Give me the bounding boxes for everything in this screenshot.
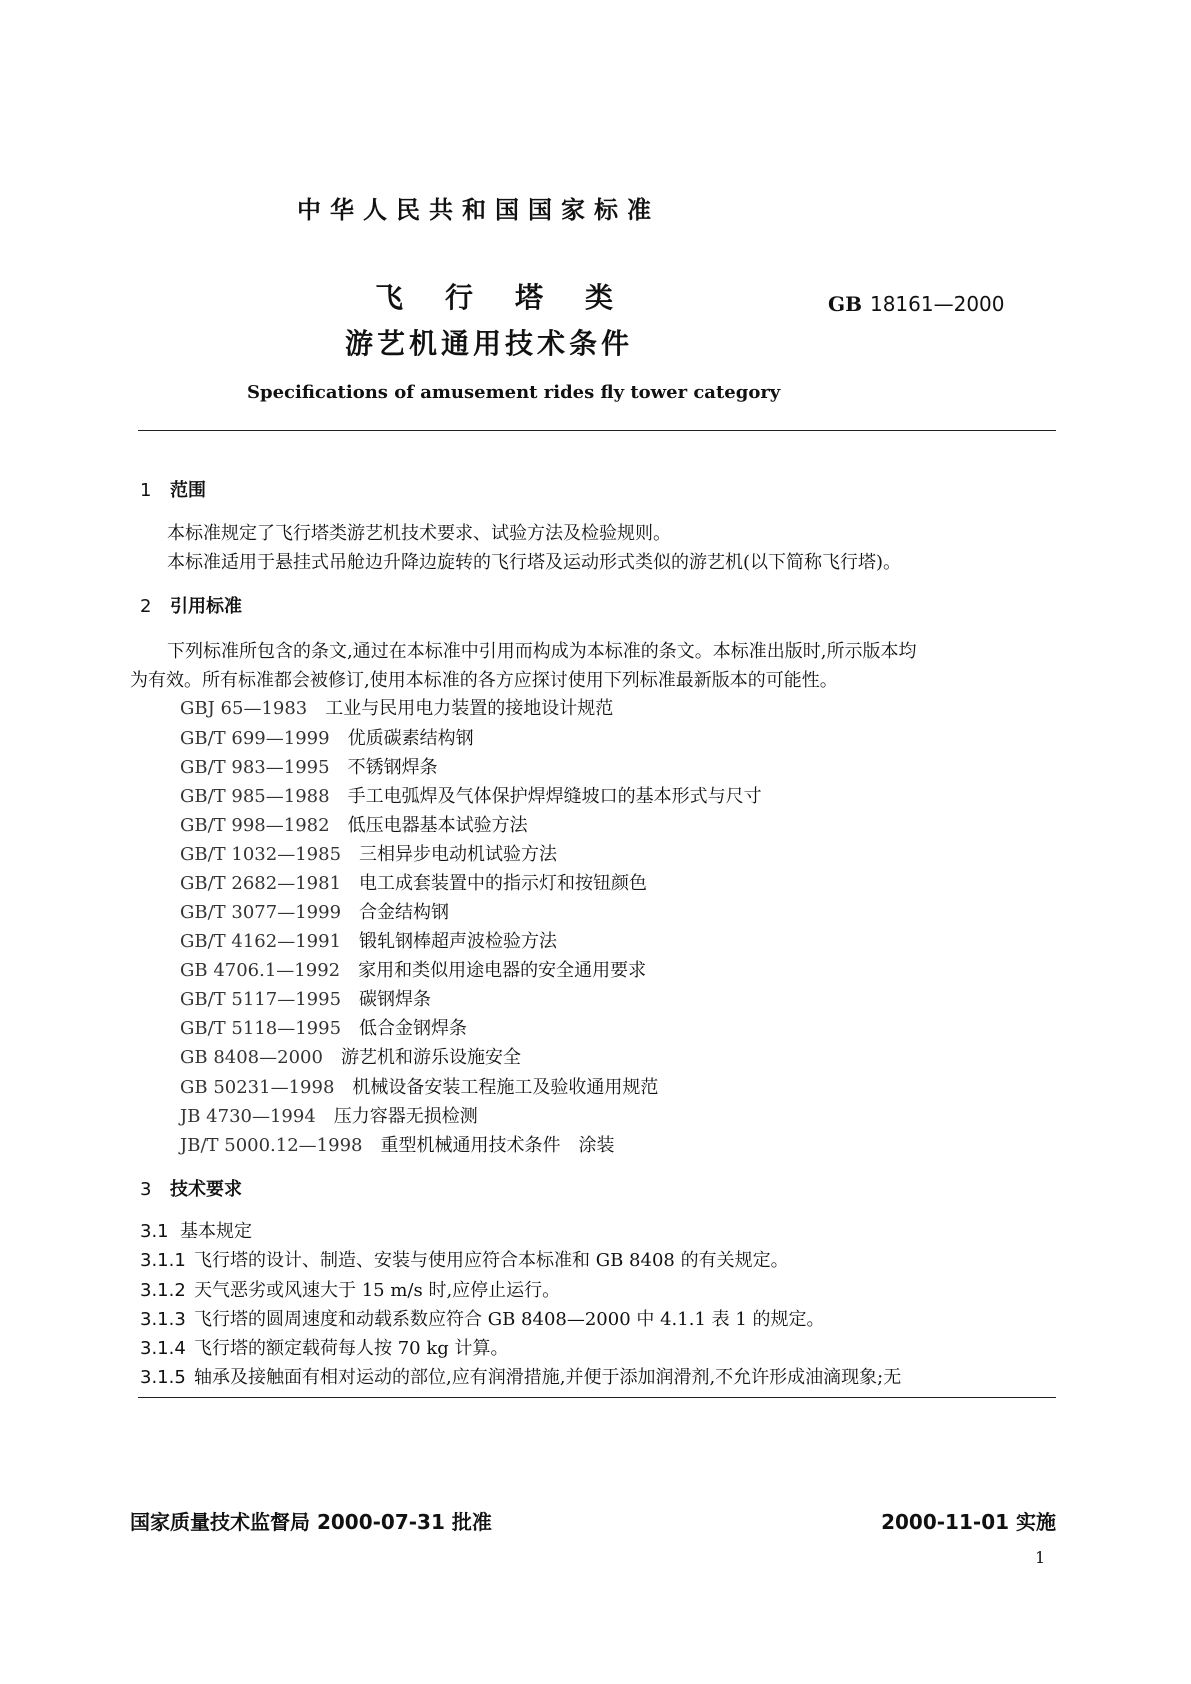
reference-item: [180, 782, 762, 808]
standard-prefix: GB: [828, 292, 862, 316]
section-2-intro-continued: 为有效。所有标准都会被修订,使用本标准的各方应探讨使用下列标准最新版本的可能性。: [130, 670, 838, 691]
reference-item: [180, 1131, 614, 1157]
reference-title: 优质碳素结构钢: [347, 728, 474, 749]
section-3-title: 技术要求: [170, 1179, 242, 1200]
section-1-paragraph: 本标准适用于悬挂式吊舱边升降边旋转的飞行塔及运动形式类似的游艺机(以下简称飞行塔)。: [167, 552, 902, 573]
title-line-1: 飞行塔类: [375, 281, 656, 314]
reference-title: 机械设备安装工程施工及验收通用规范: [352, 1077, 659, 1098]
clause: [140, 1217, 252, 1243]
clause: [140, 1276, 560, 1302]
clause-text: 飞行塔的圆周速度和动载系数应符合 GB 8408—2000 中 4.1.1 表 1 的规定。: [194, 1309, 825, 1330]
section-1-paragraph: 本标准规定了飞行塔类游艺机技术要求、试验方法及检验规则。: [167, 523, 671, 544]
standard-number: 18161—2000: [869, 292, 1005, 316]
section-1-number: 1: [140, 480, 152, 501]
reference-code: GB/T 985—1988: [180, 786, 330, 807]
section-3-number: 3: [140, 1179, 152, 1200]
reference-item: [180, 1073, 658, 1099]
clause-text: 轴承及接触面有相对运动的部位,应有润滑措施,并便于添加润滑剂,不允许形成油滴现象;无: [194, 1367, 902, 1388]
reference-item: [180, 753, 438, 779]
reference-code: GB/T 3077—1999: [180, 902, 342, 923]
reference-title: 工业与民用电力装置的接地设计规范: [325, 698, 614, 719]
reference-code: GB/T 2682—1981: [180, 873, 342, 894]
reference-code: JB 4730—1994: [180, 1106, 316, 1127]
reference-item: [180, 1014, 467, 1040]
reference-title: 不锈钢焊条: [347, 757, 438, 778]
section-2-intro: 下列标准所包含的条文,通过在本标准中引用而构成为本标准的条文。本标准出版时,所示版本均: [167, 641, 917, 662]
reference-code: JB/T 5000.12—1998: [180, 1135, 363, 1156]
standard-code: [828, 292, 1005, 316]
clause-number: 3.1.1: [140, 1250, 186, 1271]
reference-title: 家用和类似用途电器的安全通用要求: [358, 960, 647, 981]
section-2-title: 引用标准: [170, 596, 242, 617]
effective-date: 2000-11-01 实施: [881, 1510, 1056, 1534]
section-2-heading: [140, 592, 242, 618]
reference-title: 碳钢焊条: [359, 989, 432, 1010]
english-title: Specifications of amusement rides fly tower category: [247, 382, 781, 403]
reference-item: [180, 898, 449, 924]
reference-item: [180, 811, 528, 837]
reference-item: [180, 1102, 478, 1128]
reference-code: GB/T 998—1982: [180, 815, 330, 836]
reference-code: GB/T 1032—1985: [180, 844, 342, 865]
reference-title: 重型机械通用技术条件 涂装: [380, 1135, 615, 1156]
clause-text: 飞行塔的设计、制造、安装与使用应符合本标准和 GB 8408 的有关规定。: [194, 1250, 789, 1271]
section-1-heading: [140, 476, 206, 502]
reference-code: GB/T 983—1995: [180, 757, 330, 778]
reference-title: 锻轧钢棒超声波检验方法: [359, 931, 558, 952]
reference-title: 三相异步电动机试验方法: [359, 844, 558, 865]
reference-code: GB/T 5118—1995: [180, 1018, 342, 1039]
header-divider: [138, 430, 1056, 431]
reference-title: 电工成套装置中的指示灯和按钮颜色: [359, 873, 648, 894]
title-line-2: 游艺机通用技术条件: [345, 327, 634, 360]
org-title: 中华人民共和国国家标准: [297, 196, 660, 224]
clause: [140, 1363, 901, 1389]
reference-item: [180, 927, 557, 953]
reference-title: 手工电弧焊及气体保护焊焊缝坡口的基本形式与尺寸: [347, 786, 762, 807]
reference-item: [180, 869, 647, 895]
clause-number: 3.1.2: [140, 1280, 186, 1301]
clause-number: 3.1.3: [140, 1309, 186, 1330]
clause-number: 3.1: [140, 1221, 169, 1242]
reference-item: [180, 840, 557, 866]
reference-code: GB 50231—1998: [180, 1077, 335, 1098]
reference-title: 低压电器基本试验方法: [347, 815, 528, 836]
clause-text: 基本规定: [180, 1221, 252, 1242]
reference-code: GBJ 65—1983: [180, 698, 308, 719]
clause-number: 3.1.4: [140, 1338, 186, 1359]
approval-line: 国家质量技术监督局 2000-07-31 批准: [130, 1510, 492, 1534]
clause-number: 3.1.5: [140, 1367, 186, 1388]
clause: [140, 1305, 825, 1331]
clause: [140, 1334, 509, 1360]
reference-code: GB/T 699—1999: [180, 728, 330, 749]
reference-title: 合金结构钢: [359, 902, 450, 923]
reference-title: 游艺机和游乐设施安全: [340, 1047, 521, 1068]
reference-title: 低合金钢焊条: [359, 1018, 468, 1039]
reference-item: [180, 724, 474, 750]
reference-item: [180, 1043, 521, 1069]
section-3-heading: [140, 1175, 242, 1201]
page-number: 1: [1035, 1548, 1046, 1567]
reference-item: [180, 985, 431, 1011]
reference-item: [180, 956, 646, 982]
reference-item: [180, 694, 613, 720]
reference-code: GB/T 4162—1991: [180, 931, 342, 952]
reference-code: GB 8408—2000: [180, 1047, 323, 1068]
reference-code: GB 4706.1—1992: [180, 960, 341, 981]
clause-text: 飞行塔的额定载荷每人按 70 kg 计算。: [194, 1338, 509, 1359]
footer-divider: [138, 1397, 1056, 1398]
clause: [140, 1246, 789, 1272]
reference-code: GB/T 5117—1995: [180, 989, 342, 1010]
reference-title: 压力容器无损检测: [333, 1106, 478, 1127]
section-2-number: 2: [140, 596, 152, 617]
section-1-title: 范围: [170, 480, 206, 501]
clause-text: 天气恶劣或风速大于 15 m/s 时,应停止运行。: [194, 1280, 561, 1301]
